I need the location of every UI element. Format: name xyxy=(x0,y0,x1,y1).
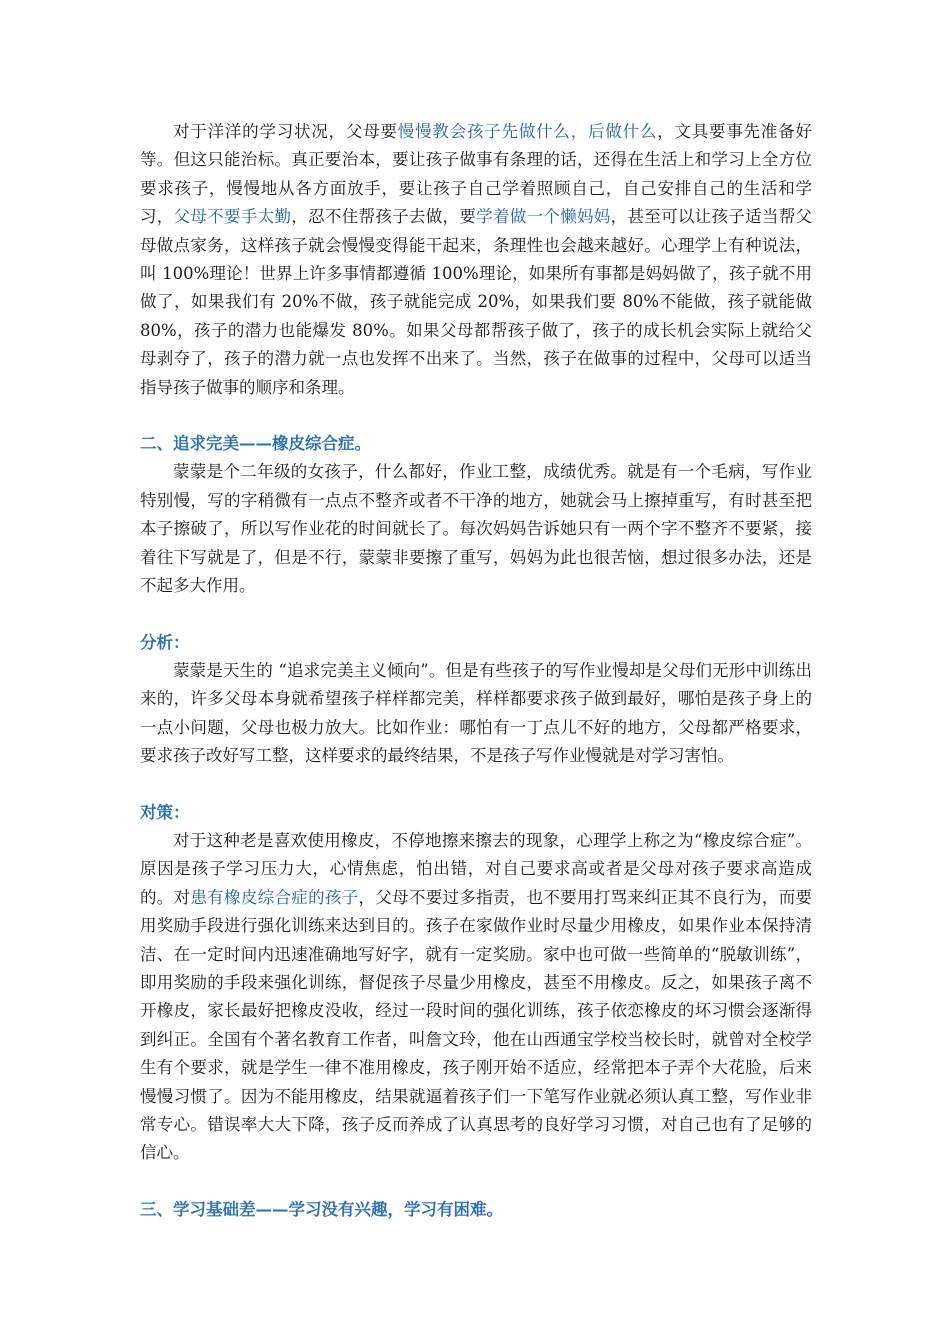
section-heading-2: 二、追求完美——橡皮综合症。 xyxy=(140,434,371,454)
link-eraser-syndrome-child[interactable]: 患有橡皮综合症的孩子 xyxy=(190,887,359,907)
paragraph-mengmeng: 蒙蒙是个二年级的女孩子，什么都好，作业工整，成绩优秀。就是有一个毛病，写作业特别慢，写的字稍微有一点点不整齐或者不干净的地方，她就会马上擦掉重写，有时甚至把本子擦破了，所以写作业花的时间就长了。每次妈妈告诉她只有一两个字不整齐不要紧，接着往下写就是了，但是不行，蒙蒙非要擦了重写，妈妈为此也很苦恼，想过很多办法，还是不起多大作用。 xyxy=(140,462,812,596)
paragraph-strategy xyxy=(140,827,812,1168)
section-heading-3: 三、学习基础差——学习没有兴趣，学习有困难。 xyxy=(140,1199,503,1219)
document-page xyxy=(140,118,812,1224)
text-run: 对于这种老是喜欢使用橡皮，不停地擦来擦去的现象，心理学上称之为“橡皮综合症”。原因是孩子学习压力大，心情焦虑，怕出错，对自己要求高或者是父母对孩子要求高造成的。对 xyxy=(140,830,812,907)
link-lazy-mom[interactable]: 学着做一个懒妈妈 xyxy=(476,207,611,227)
text-run: 对于洋洋的学习状况，父母要 xyxy=(173,122,398,141)
text-run: ，忍不住帮孩子去做，要 xyxy=(291,207,477,227)
link-teach-order[interactable]: 慢慢教会孩子先做什么，后做什么 xyxy=(397,122,658,141)
strategy-heading: 对策： xyxy=(140,802,190,822)
paragraph-yangyang xyxy=(140,118,812,402)
text-run: ，父母不要过多指责，也不要用打骂来纠正其不良行为，而要用奖励手段进行强化训练来达到目的。孩子在家做作业时尽量少用橡皮，如果作业本保持清洁、在一定时间内迅速准确地写好字，就有一定奖励。家中也可做一些简单的“脱敏训练”，即用奖励的手段来强化训练，督促孩子尽量少用橡皮，甚至不用橡皮。反之，如果孩子离不开橡皮，家长最好把橡皮没收，经过一段时间的强化训练，孩子依恋橡皮的坏习惯会逐渐得到纠正。全国有个著名教育工作者，叫詹文玲，他在山西通宝学校当校长时，就曾对全校学生有个要求，就是学生一律不准用橡皮，孩子刚开始不适应，经常把本子弄个大花脸，后来慢慢习惯了。因为不能用橡皮，结果就逼着孩子们一下笔写作业就必须认真工整，写作业非常专心。错误率大大下降，孩子反而养成了认真思考的良好学习习惯，对自己也有了足够的信心。 xyxy=(140,887,813,1163)
analysis-heading: 分析： xyxy=(140,632,190,652)
text-run: ，文具要事先准备好等。但这只能治标。真正要治本，要让孩子做事有条理的话，还得在生活上和学习上全方位要求孩子，慢慢地从各方面放手，要让孩子自己学着照顾自己，自己安排自己的生活和学习， xyxy=(140,122,813,227)
text-run: ，甚至可以让孩子适当帮父母做点家务，这样孩子就会慢慢变得能干起来，条理性也会越来越好。心理学上有种说法，叫 100%理论！世界上许多事情都遵循 100%理论，如果所有事都是妈妈做了，孩子就不用做了，如果我们有 20%不做，孩子就能完成 20%，如果我们要 80%不能做，孩子就能做 80%，孩子的潜力也能爆发 80%。如果父母都帮孩子做了，孩子的成长机会实际上就给父母剥夺了，孩子的潜力就一点也发挥不出来了。当然，孩子在做事的过程中，父母可以适当指导孩子做事的顺序和条理。 xyxy=(140,207,813,397)
link-parents-not-too-diligent[interactable]: 父母不要手太勤 xyxy=(173,207,292,227)
paragraph-analysis: 蒙蒙是天生的 “追求完美主义倾向”。但是有些孩子的写作业慢却是父母们无形中训练出来的，许多父母本身就希望孩子样样都完美，样样都要求孩子做到最好，哪怕是孩子身上的一点小问题，父母也极力放大。比如作业：哪怕有一丁点儿不好的地方，父母都严格要求，要求孩子改好写工整，这样要求的最终结果，不是孩子写作业慢就是对学习害怕。 xyxy=(140,660,812,766)
